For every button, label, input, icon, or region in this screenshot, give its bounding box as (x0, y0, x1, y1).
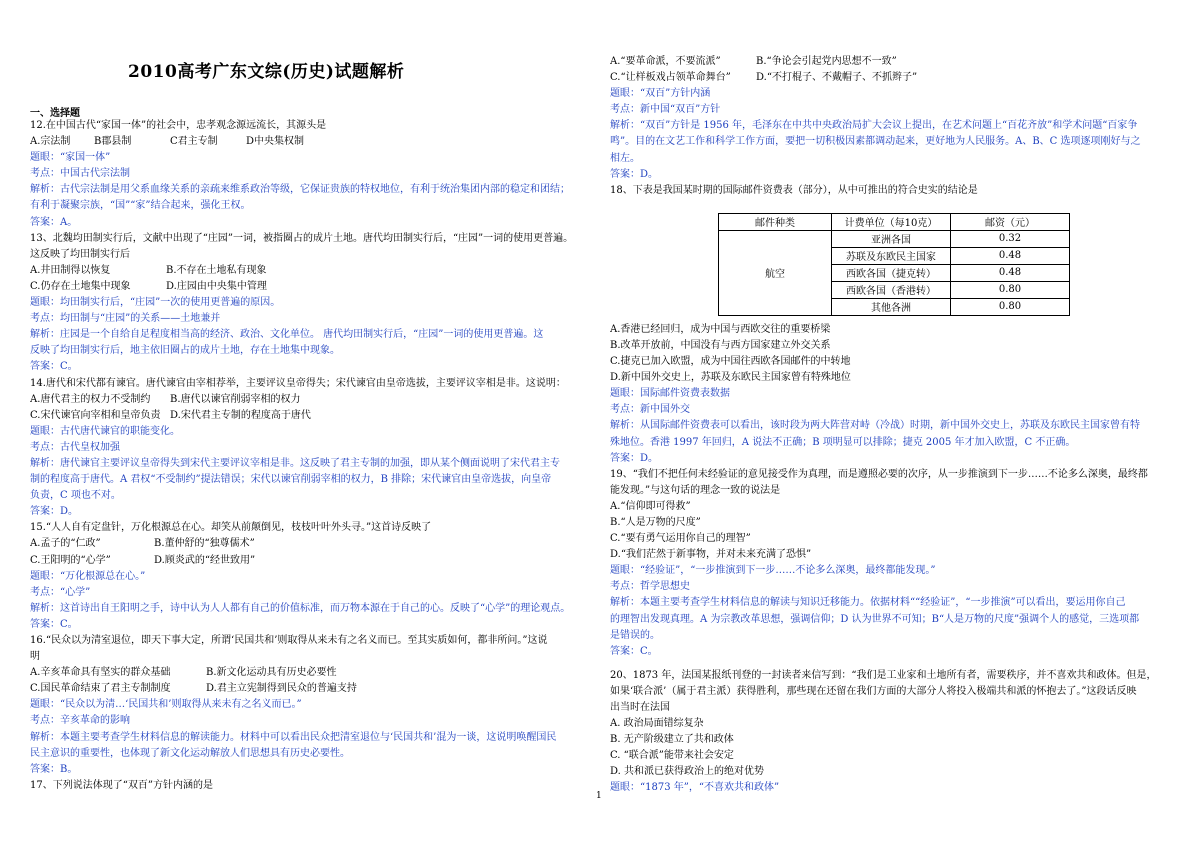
analysis-line: 是错误的。 (610, 629, 660, 641)
analysis-line: 答案：C。 (610, 645, 658, 657)
table-header-cell: 邮资（元） (951, 213, 1070, 230)
analysis-line: 答案：D。 (610, 168, 659, 180)
question-line: 18、下表是我国某时期的国际邮件资费表（部分），从中可推出的符合史实的结论是 (610, 184, 978, 196)
table-cell: 0.80 (951, 281, 1070, 298)
page-title: 2010高考广东文综(历史)试题解析 (128, 62, 405, 82)
question-line: B.改革开放前，中国没有与西方国家建立外交关系 (610, 339, 831, 351)
answer-option: A.“要革命派，不要流派” (610, 56, 721, 67)
analysis-line: 考点：新中国外交 (610, 404, 690, 416)
answer-option: B.唐代以谏官削弱宰相的权力 (170, 393, 301, 405)
analysis-line: 考点：“心学” (30, 586, 91, 598)
table-cell: 西欧各国（捷克转） (832, 264, 951, 281)
question-line: C. “联合派”能带来社会安定 (610, 750, 734, 762)
analysis-line: 解析：从国际邮件资费表可以看出，该时段为两大阵营对峙（冷战）时期，新中国外交史上，苏联及东欧民主国家曾有特 (610, 420, 1140, 432)
question-line: A. 政治局面错综复杂 (610, 718, 704, 730)
analysis-line: 解析：唐代谏官主要评议皇帝得失到宋代主要评议宰相是非。这反映了君主专制的加强，即从某个侧面说明了宋代君主专 (30, 457, 560, 469)
question-line: 20、1873 年，法国某报纸刊登的一封读者来信写到：“我们是工业家和土地所有者，需要秩序，并不喜欢共和政体。但是， (610, 669, 1157, 681)
analysis-line: 题眼：“民众以为清…‘民国共和’则取得从来未有之名义而已。” (30, 699, 302, 711)
answer-option: B.不存在土地私有现象 (166, 264, 267, 276)
left-column (30, 118, 590, 794)
answer-options-row (30, 392, 590, 408)
answer-option: B.新文化运动具有历史必要性 (206, 667, 337, 679)
answer-option: C.王阳明的“心学” (30, 554, 111, 566)
question-line: 明 (30, 651, 40, 663)
answer-option: D.君主立宪制得到民众的普遍支持 (206, 683, 357, 695)
analysis-line: 解析：古代宗法制是用父系血缘关系的亲疏来维系政治等级，它保证贵族的特权地位，有利于统治集团内部的稳定和团结； (30, 184, 570, 196)
question-line: C.“要有勇气运用你自己的理智” (610, 533, 751, 545)
analysis-line: 考点：均田制与“庄园”的关系——土地兼并 (30, 313, 221, 325)
answer-option: D中央集权制 (246, 136, 305, 148)
answer-option: B.董仲舒的“独尊儒术” (154, 538, 255, 550)
analysis-line: 反映了均田制实行后，地主依旧圈占的成片土地，存在土地集中现象。 (30, 345, 340, 357)
right-column-top (610, 54, 1175, 199)
page-number: 1 (596, 791, 602, 801)
answer-options-row (30, 665, 590, 681)
answer-option: C.宋代谏官向宰相和皇帝负责 (30, 409, 161, 421)
question-line: 这反映了均田制实行后 (30, 248, 130, 260)
question-line: 如果‘联合派’（属于君主派）获得胜利，那些现在还留在我们方面的大部分人将投入极端共和派的怀抱去了。”这段话反映 (610, 685, 1137, 697)
analysis-line: 鸣”。目的在文艺工作和科学工作方面，要把一切积极因素都调动起来，更好地为人民服务。A、B、C 选项逐项刚好与之 (610, 136, 1141, 148)
analysis-line: 考点：辛亥革命的影响 (30, 715, 130, 727)
question-line: A.香港已经回归，成为中国与西欧交往的重要桥梁 (610, 323, 831, 335)
answer-option: C.“让样板戏占领革命舞台” (610, 72, 731, 84)
answer-options-row (30, 134, 590, 150)
mail-category-cell: 航空 (719, 230, 832, 315)
question-line: B. 无产阶级建立了共和政体 (610, 734, 734, 746)
analysis-line: 题眼：国际邮件资费表数据 (610, 388, 730, 400)
table-header-cell: 邮件种类 (719, 213, 832, 230)
right-column (610, 54, 1175, 797)
answer-option: D.庄园由中央集中管理 (166, 280, 267, 292)
answer-options-row (30, 536, 590, 552)
question-line: 14.唐代和宋代都有谏官。唐代谏官由宰相荐举，主要评议皇帝得失；宋代谏官由皇帝选拔，主要评议宰相是非。这说明： (30, 377, 566, 389)
analysis-line: 解析：庄园是一个自给自足程度相当高的经济、政治、文化单位。 唐代均田制实行后，“庄园”一词的使用更普遍。这 (30, 329, 544, 341)
answer-option: C君主专制 (170, 136, 218, 148)
analysis-line: 解析：“双百”方针是 1956 年，毛泽东在中共中央政治局扩大会议上提出，在艺术问题上“百花齐放”和学术问题“百家争 (610, 120, 1138, 132)
analysis-line: 的理智出发现真理。A 为宗教改革思想，强调信仰；D 认为世界不可知；B“人是万物的尺度”强调个人的感觉，三选项都 (610, 613, 1140, 625)
analysis-line: 制的程度高于唐代。A 君权“不受制约”提法错误；宋代以谏官削弱宰相的权力，B 排除；宋代谏官由皇帝选拔，向皇帝 (30, 474, 552, 486)
answer-option: D.宋代君主专制的程度高于唐代 (170, 409, 311, 421)
analysis-line: 题眼：古代唐代谏官的职能变化。 (30, 425, 180, 437)
table-cell: 亚洲各国 (832, 230, 951, 247)
answer-options-row (610, 54, 1175, 70)
analysis-line: 殊地位。香港 1997 年回归，A 说法不正确；B 项明显可以排除；捷克 2005 年才加入欧盟，C 不正确。 (610, 436, 1076, 448)
answer-option: A.唐代君主的权力不受制约 (30, 393, 151, 405)
analysis-line: 答案：B。 (30, 763, 78, 775)
answer-options-row (30, 553, 590, 569)
question-line: A.“信仰即可得救” (610, 500, 691, 512)
table-header-row (719, 213, 1070, 230)
analysis-line: 答案：C。 (30, 618, 78, 630)
analysis-line: 相左。 (610, 152, 640, 164)
question-line: 15.“人人自有定盘针，万化根源总在心。却笑从前颠倒见，枝枝叶叶外头寻。”这首诗反映了 (30, 522, 432, 534)
analysis-line: 答案：C。 (30, 361, 78, 373)
analysis-line: 答案：D。 (30, 506, 79, 518)
analysis-line: 题眼：“万化根源总在心。” (30, 570, 146, 582)
analysis-line: 题眼：均田制实行后，“庄园”一次的使用更普遍的原因。 (30, 297, 281, 309)
analysis-line: 解析：这首诗出自王阳明之手，诗中认为人人都有自己的价值标准，而万物本源在于自己的心。反映了“心学”的理论观点。 (30, 602, 571, 614)
analysis-line: 题眼：“经验证”，“一步推演到下一步……不论多么深奥，最终都能发现。” (610, 565, 936, 577)
question-line: D.新中国外交史上，苏联及东欧民主国家曾有特殊地位 (610, 372, 851, 384)
table-cell: 其他各洲 (832, 298, 951, 315)
question-line: 出当时在法国 (610, 702, 670, 713)
answer-option: C.国民革命结束了君主专制制度 (30, 683, 171, 695)
table-header-cell: 计费单位（每10克） (832, 213, 951, 230)
question-line: 17、下列说法体现了“双百”方针内涵的是 (30, 779, 213, 791)
spacer (610, 660, 1175, 668)
right-column-bottom (610, 322, 1175, 797)
answer-options-row (30, 681, 590, 697)
analysis-line: 负责，C 项也不对。 (30, 490, 121, 502)
question-line: B.“人是万物的尺度” (610, 516, 701, 528)
analysis-line: 题眼：“家国一体” (30, 152, 111, 164)
analysis-line: 题眼：“1873 年”，“不喜欢共和政体” (610, 782, 780, 794)
analysis-line: 考点：中国古代宗法制 (30, 168, 130, 180)
answer-options-row (30, 263, 590, 279)
table-cell: 0.48 (951, 247, 1070, 264)
analysis-line: 答案：D。 (610, 452, 659, 464)
section-heading: 一、选择题 (30, 108, 80, 119)
answer-option: C.仍存在土地集中现象 (30, 280, 131, 292)
question-line: D.“我们茫然于新事物，并对未来充满了恐惧” (610, 549, 812, 561)
question-line: 能发现。”与这句话的理念一致的说法是 (610, 484, 781, 496)
analysis-line: 题眼：“双百”方针内涵 (610, 88, 711, 100)
question-line: 12.在中国古代“家国一体”的社会中，忠孝观念源远流长，其源头是 (30, 120, 327, 131)
analysis-line: 解析：本题主要考查学生材料信息的解读与知识迁移能力。依据材料““经验证”，“一步推演”可以看出，要运用你自己 (610, 597, 1126, 609)
answer-option: A.井田制得以恢复 (30, 264, 111, 276)
answer-options-row (30, 408, 590, 424)
answer-option: B.“争论会引起党内思想不一致” (756, 56, 897, 67)
answer-option: D.顾炎武的“经世致用” (154, 554, 256, 566)
table-cell: 苏联及东欧民主国家 (832, 247, 951, 264)
question-line: D. 共和派已获得政治上的绝对优势 (610, 766, 765, 778)
answer-option: A.宗法制 (30, 136, 71, 148)
analysis-line: 有利于凝聚宗族，“国”“家”结合起来，强化王权。 (30, 200, 251, 212)
question-line: 13、北魏均田制实行后，文献中出现了“庄园”一词，被指圈占的成片土地。唐代均田制实行后，“庄园”一词的使用更普遍。 (30, 232, 574, 244)
table-cell: 0.80 (951, 298, 1070, 315)
question-line: C.捷克已加入欧盟，成为中国往西欧各国邮件的中转地 (610, 356, 851, 368)
question-line: 16.“民众以为清室退位，即天下事大定，所谓‘民国共和’则取得从来未有之名义而已。至其实质如何，都非所问。”这说 (30, 635, 548, 646)
analysis-line: 民主意识的重要性，也体现了新文化运动解放人们思想具有历史必要性。 (30, 747, 350, 759)
analysis-line: 考点：新中国“双百”方针 (610, 104, 721, 116)
analysis-line: 解析：本题主要考查学生材料信息的解读能力。材料中可以看出民众把清室退位与‘民国共和’混为一谈，这说明唤醒国民 (30, 731, 557, 743)
answer-options-row (30, 279, 590, 295)
postage-fee-table (718, 213, 1070, 316)
answer-option: D.“不打棍子、不戴帽子、不抓辫子” (756, 72, 918, 84)
answer-options-row (610, 70, 1175, 86)
table-cell: 0.48 (951, 264, 1070, 281)
analysis-line: 答案：A。 (30, 216, 78, 228)
answer-option: B郡县制 (94, 136, 132, 148)
table-row (719, 230, 1070, 247)
table-cell: 西欧各国（香港转） (832, 281, 951, 298)
answer-option: A.孟子的“仁政” (30, 538, 101, 550)
table-cell: 0.32 (951, 230, 1070, 247)
analysis-line: 考点：哲学思想史 (610, 581, 690, 593)
answer-option: A.辛亥革命具有坚实的群众基础 (30, 667, 171, 679)
question-line: 19、“我们不把任何未经验证的意见接受作为真理，而是遵照必要的次序，从一步推演到下一步……不论多么深奥，最终都 (610, 468, 1148, 480)
analysis-line: 考点：古代皇权加强 (30, 441, 120, 453)
